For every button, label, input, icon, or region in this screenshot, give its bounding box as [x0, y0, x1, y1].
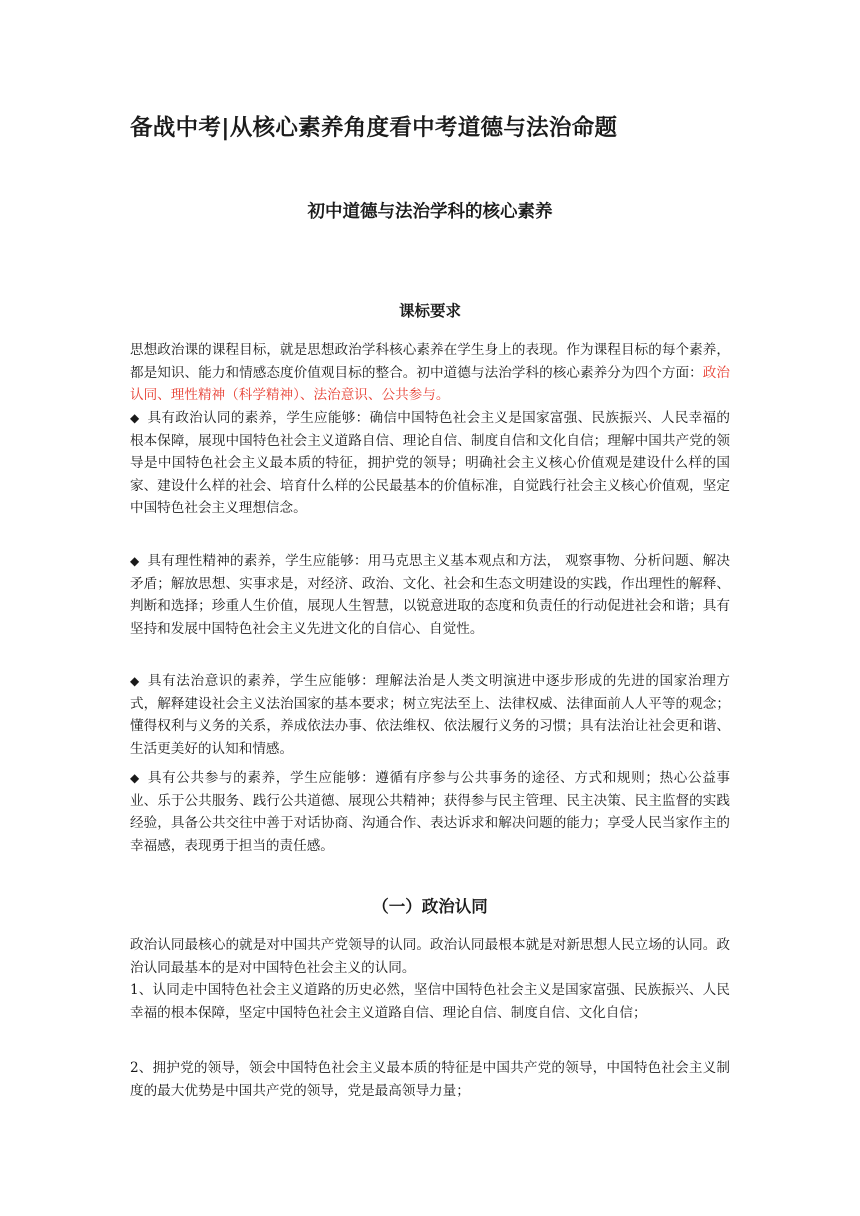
- subtitle: 初中道德与法治学科的核心素养: [307, 202, 553, 222]
- bullet-rule-of-law: [130, 670, 730, 760]
- requirements-heading: 课标要求: [398, 302, 461, 320]
- diamond-bullet-icon: ◆: [130, 554, 140, 568]
- bullet-rational-spirit: [130, 550, 730, 640]
- paragraph-text: 1、认同走中国特色社会主义道路的历史必然，坚信中国特色社会主义是国家富强、民族振兴、人民幸福的根本保障，坚定中国特色社会主义道路自信、理论自信、制度自信、文化自信；: [130, 982, 730, 1021]
- bullet-public-participation: [130, 767, 730, 857]
- section-paragraph: [130, 979, 730, 1024]
- paragraph-text: 政治认同最核心的就是对中国共产党领导的认同。政治认同最根本就是对新思想人民立场的认同。政治认同最基本的是对中国特色社会主义的认同。: [130, 937, 730, 976]
- bullet-text: 具有政治认同的素养，学生应能够：确信中国特色社会主义是国家富强、民族振兴、人民幸福的根本保障，展现中国特色社会主义道路自信、理论自信、制度自信和文化自信；理解中国共产党的领导是中国特色社会主义最本质的特征，拥护党的领导；明确社会主义核心价值观是建设什么样的国家、建设什么样的社会、培育什么样的公民最基本的价值标准，自觉践行社会主义核心价值观，坚定中国特色社会主义理想信念。: [130, 410, 730, 517]
- bullet-text: 具有法治意识的素养，学生应能够：理解法治是人类文明演进中逐步形成的先进的国家治理方式，解释建设社会主义法治国家的基本要求；树立宪法至上、法律权威、法律面前人人平等的观念；懂得权利与义务的关系，养成依法办事、依法维权、依法履行义务的习惯；具有法治让社会更和谐、生活更美好的认知和情感。: [130, 673, 731, 757]
- intro-text: 思想政治课的课程目标，就是思想政治学科核心素养在学生身上的表现。作为课程目标的每个素养，都是知识、能力和情感态度价值观目标的整合。初中道德与法治学科的核心素养分为四个方面：: [130, 342, 730, 381]
- page-title: 备战中考|从核心素养角度看中考道德与法治命题: [130, 115, 618, 141]
- section-paragraph: [130, 934, 730, 979]
- diamond-bullet-icon: ◆: [130, 411, 140, 425]
- section-paragraph: [130, 1057, 730, 1102]
- diamond-bullet-icon: ◆: [130, 771, 140, 785]
- bullet-text: 具有公共参与的素养，学生应能够：遵循有序参与公共事务的途径、方式和规则；热心公益事业、乐于公共服务、践行公共道德、展现公共精神；获得参与民主管理、民主决策、民主监督的实践经验，具备公共交往中善于对话协商、沟通合作、表达诉求和解决问题的能力；享受人民当家作主的幸福感，表现勇于担当的责任感。: [130, 770, 731, 854]
- core-literacy-highlight: 政治认同、理性精神（科学精神）、法治意识、公共参与。: [130, 364, 730, 404]
- section-heading: （一）政治认同: [372, 897, 488, 916]
- paragraph-text: 2、拥护党的领导，领会中国特色社会主义最本质的特征是中国共产党的领导，中国特色社会主义制度的最大优势是中国共产党的领导，党是最高领导力量；: [130, 1060, 730, 1099]
- diamond-bullet-icon: ◆: [130, 674, 140, 688]
- intro-paragraph: [130, 339, 730, 407]
- bullet-text: 具有理性精神的素养，学生应能够：用马克思主义基本观点和方法， 观察事物、分析问题、解决矛盾；解放思想、实事求是，对经济、政治、文化、社会和生态文明建设的实践，作出理性的解释、判断和选择；珍重人生价值，展现人生智慧，以锐意进取的态度和负责任的行动促进社会和谐；具有坚持和发展中国特色社会主义先进文化的自信心、自觉性。: [130, 553, 730, 637]
- bullet-political-identity: [130, 407, 730, 520]
